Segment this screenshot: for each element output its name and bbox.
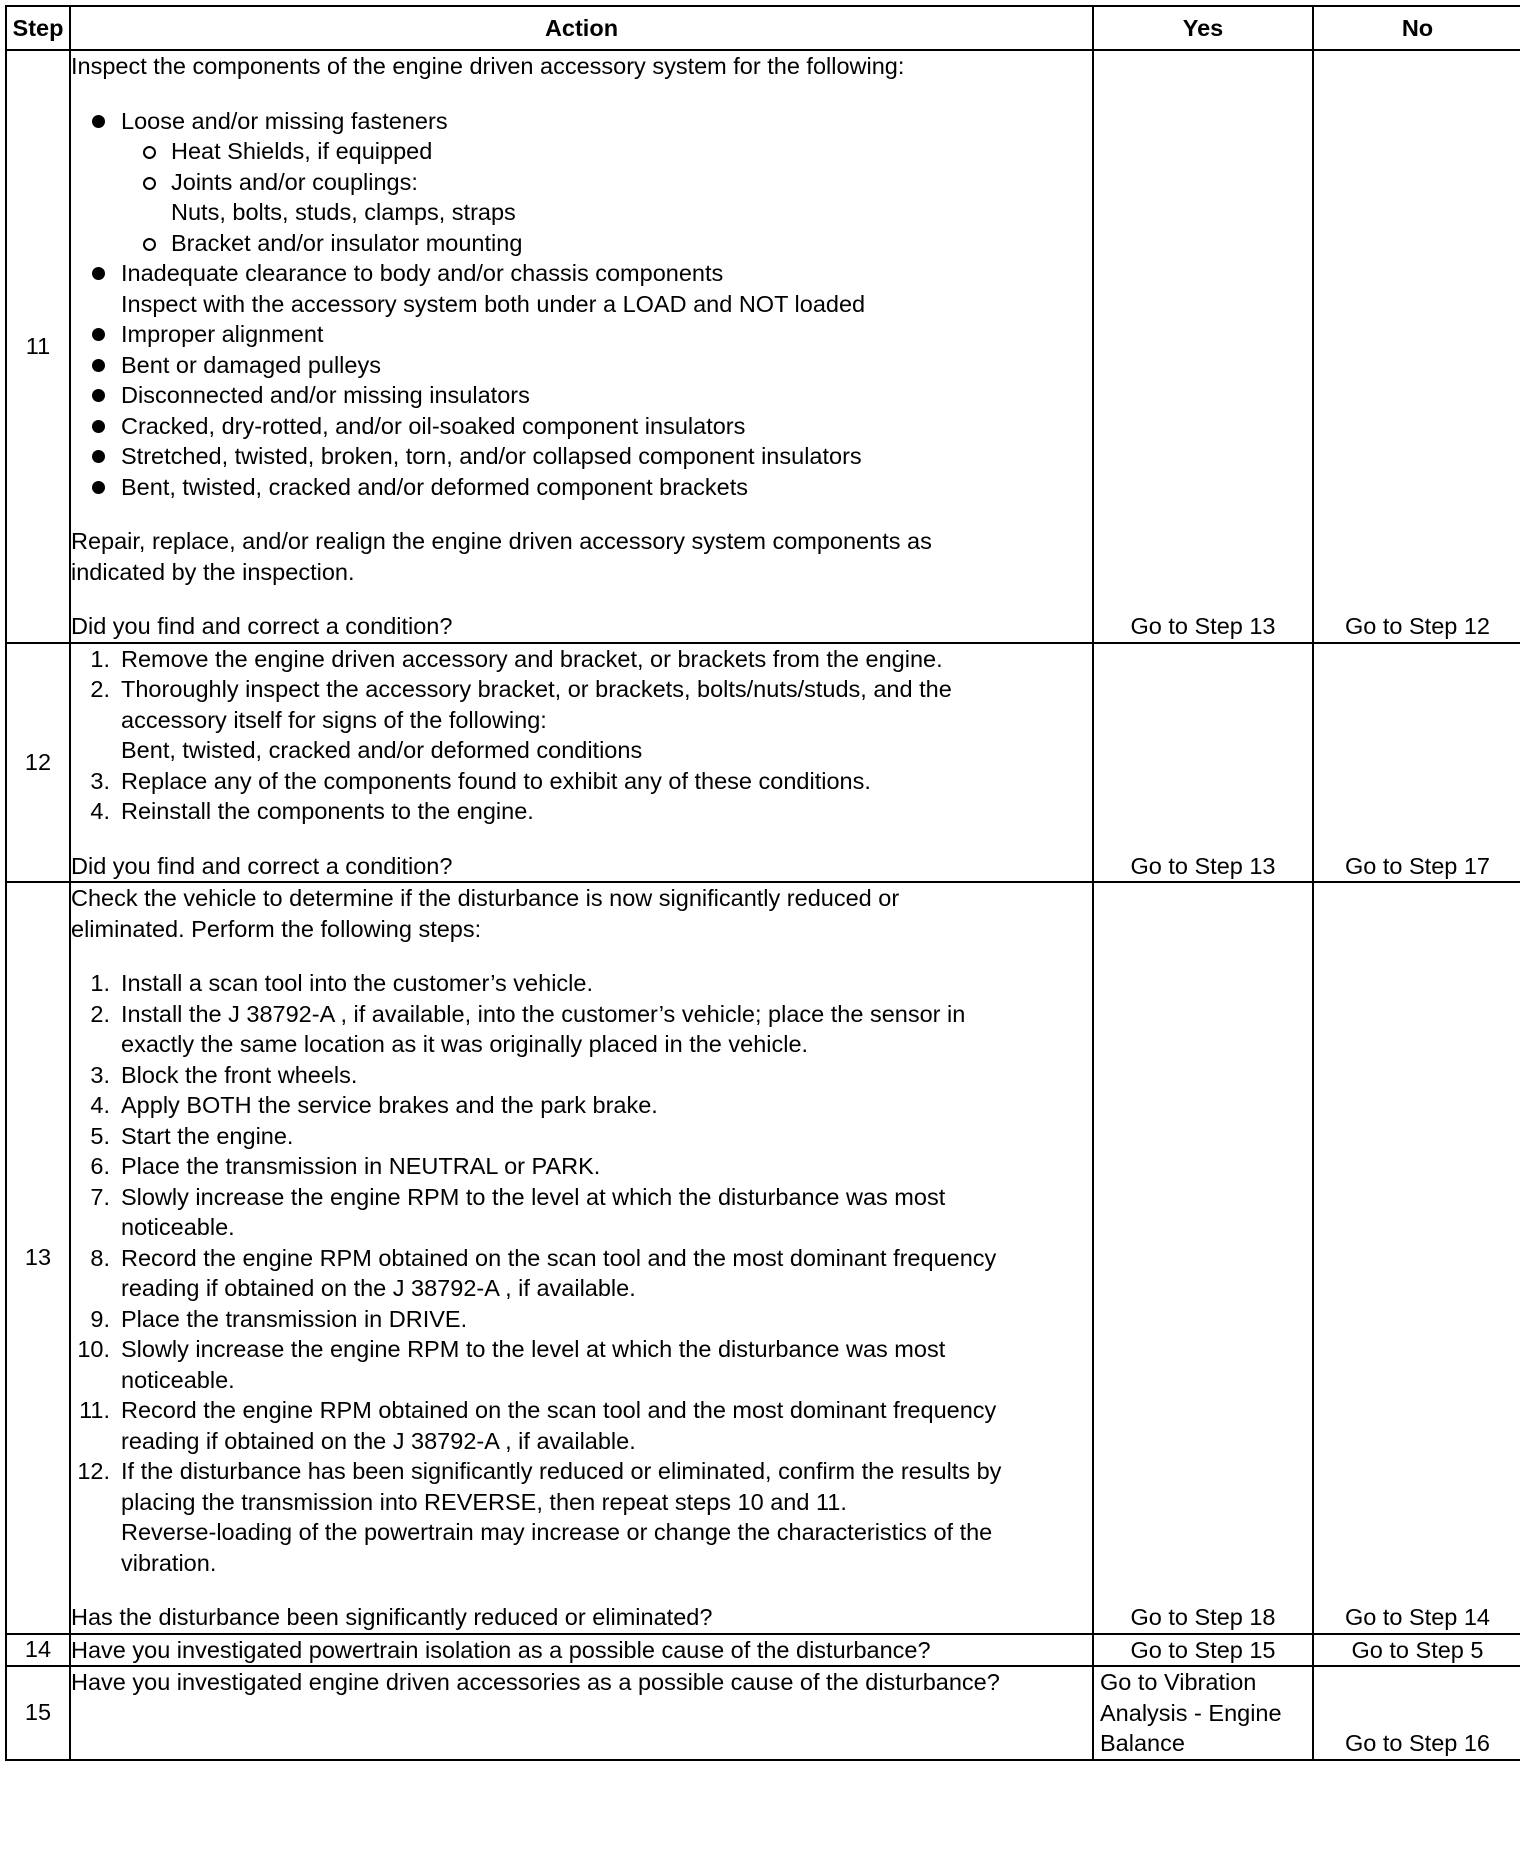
list-item: 2. Install the J 38792-A , if available, into the customer’s vehicle; place the sensor in exactly the same location as it was originally placed in the vehicle. — [90, 1000, 966, 1057]
step-11-action — [70, 50, 1093, 643]
step-12-action — [70, 643, 1093, 883]
list-item: Bracket and/or insulator mounting — [121, 228, 1092, 259]
step-12-row — [6, 643, 1520, 883]
step-13-row — [6, 882, 1520, 1634]
list-item: Heat Shields, if equipped — [121, 136, 1092, 167]
list-item: 1. Install a scan tool into the customer’s vehicle. — [90, 970, 593, 996]
yes-result: Go to Step 15 — [1093, 1634, 1313, 1667]
diagnostic-page — [5, 5, 1520, 1761]
step-13-action — [70, 882, 1093, 1634]
list-item: Stretched, twisted, broken, torn, and/or collapsed component insulators — [71, 441, 1092, 472]
step-number: 11 — [6, 50, 70, 643]
step-number: 12 — [6, 643, 70, 883]
step-14-row — [6, 1634, 1520, 1667]
yes-result: Go to Step 18 — [1093, 882, 1313, 1634]
action-intro: Inspect the components of the engine driven accessory system for the following: — [71, 53, 905, 79]
step-15-row — [6, 1666, 1520, 1760]
action-intro: Check the vehicle to determine if the disturbance is now significantly reduced or eliminated. Perform the following steps: — [71, 885, 900, 942]
step-question: Has the disturbance been significantly reduced or eliminated? — [71, 1604, 713, 1630]
inspection-list — [71, 106, 1092, 503]
list-item: 9. Place the transmission in DRIVE. — [90, 1305, 468, 1332]
procedure-list — [71, 644, 1092, 827]
list-item: 7. Slowly increase the engine RPM to the level at which the disturbance was most noticeable. — [90, 1183, 946, 1240]
step-number: 14 — [6, 1634, 70, 1667]
yes-result: Go to Vibration Analysis - Engine Balance — [1093, 1666, 1313, 1760]
yes-result: Go to Step 13 — [1093, 643, 1313, 883]
diagnostic-table — [5, 5, 1520, 1761]
step-11-row — [6, 50, 1520, 643]
list-item: 10. Slowly increase the engine RPM to the level at which the disturbance was most noticeable. — [77, 1336, 946, 1393]
list-item: Bent, twisted, cracked and/or deformed component brackets — [71, 472, 1092, 503]
step-question: Did you find and correct a condition? — [71, 613, 453, 639]
list-item: 3. Replace any of the components found to exhibit any of these conditions. — [90, 767, 871, 794]
no-result: Go to Step 16 — [1313, 1666, 1520, 1760]
list-item: 8. Record the engine RPM obtained on the scan tool and the most dominant frequency reading if obtained on the J 38792-A , if available. — [90, 1244, 997, 1301]
list-item: 2. Thoroughly inspect the accessory bracket, or brackets, bolts/nuts/studs, and the accessory itself for signs of the following: Bent, twisted, cracked and/or deformed conditions — [90, 676, 952, 763]
list-item: 3. Block the front wheels. — [90, 1061, 358, 1088]
list-item: 5. Start the engine. — [90, 1122, 294, 1149]
list-item: Disconnected and/or missing insulators — [71, 380, 1092, 411]
list-item: 11. Record the engine RPM obtained on the scan tool and the most dominant frequency reading if obtained on the J 38792-A , if available. — [79, 1397, 997, 1454]
step-question: Have you investigated powertrain isolation as a possible cause of the disturbance? — [70, 1634, 1093, 1667]
sub-list — [121, 136, 1092, 258]
action-header: Action — [70, 6, 1093, 50]
step-number: 13 — [6, 882, 70, 1634]
step-header: Step — [6, 6, 70, 50]
list-item: 4. Reinstall the components to the engine. — [90, 798, 534, 824]
list-item: 4. Apply BOTH the service brakes and the park brake. — [90, 1092, 658, 1118]
list-item: Improper alignment — [71, 319, 1092, 350]
list-item: Loose and/or missing fasteners Heat Shields, if equipped Joints and/or couplings: Nuts, bolts, studs, clamps, straps Bracket and/or insulator mounting — [71, 106, 1092, 259]
list-item: Inadequate clearance to body and/or chassis components Inspect with the accessory system both under a LOAD and NOT loaded — [71, 258, 1092, 319]
yes-header: Yes — [1093, 6, 1313, 50]
list-item: Joints and/or couplings: Nuts, bolts, studs, clamps, straps — [121, 167, 1092, 228]
procedure-list — [71, 968, 1092, 1578]
no-result: Go to Step 12 — [1313, 50, 1520, 643]
repair-instruction: Repair, replace, and/or realign the engine driven accessory system components as indicated by the inspection. — [71, 528, 932, 585]
list-item: Cracked, dry-rotted, and/or oil-soaked component insulators — [71, 411, 1092, 442]
yes-result: Go to Step 13 — [1093, 50, 1313, 643]
list-item: 6. Place the transmission in NEUTRAL or PARK. — [90, 1153, 601, 1179]
list-item: 1. Remove the engine driven accessory and bracket, or brackets from the engine. — [90, 645, 943, 672]
step-question: Did you find and correct a condition? — [71, 852, 453, 879]
no-header: No — [1313, 6, 1520, 50]
no-result: Go to Step 14 — [1313, 882, 1520, 1634]
no-result: Go to Step 17 — [1313, 643, 1520, 883]
header-row — [6, 6, 1520, 50]
list-item: Bent or damaged pulleys — [71, 350, 1092, 381]
list-item: 12. If the disturbance has been significantly reduced or eliminated, confirm the results by placing the transmission into REVERSE, then repeat steps 10 and 11. Reverse-loading of the powertrain may increase or change the characteristics of the vibration. — [77, 1458, 1002, 1576]
no-result: Go to Step 5 — [1313, 1634, 1520, 1667]
step-number: 15 — [6, 1666, 70, 1760]
step-question: Have you investigated engine driven accessories as a possible cause of the disturbance? — [70, 1666, 1093, 1760]
